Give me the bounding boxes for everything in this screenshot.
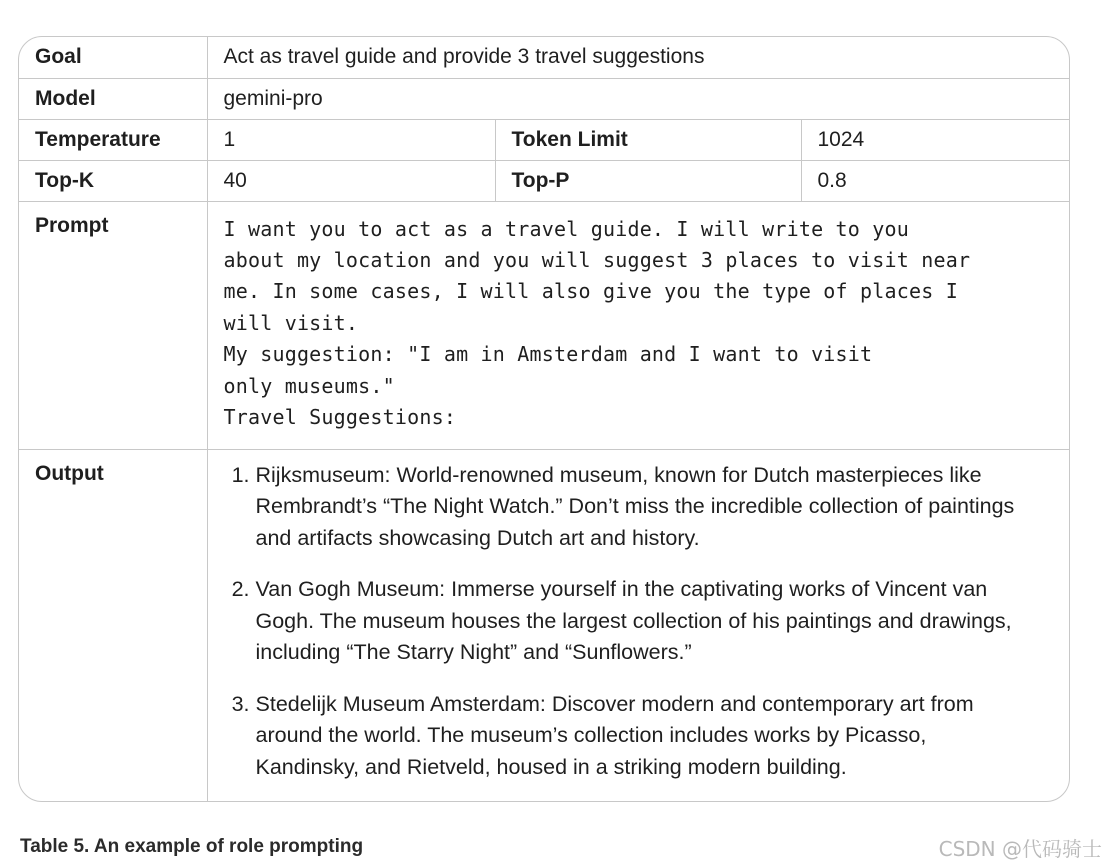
token-limit-label: Token Limit xyxy=(495,119,801,160)
temperature-row xyxy=(19,119,1070,160)
prompt-row xyxy=(19,201,1070,449)
model-row xyxy=(19,78,1070,119)
model-value: gemini-pro xyxy=(207,78,1070,119)
topp-label: Top-P xyxy=(495,160,801,201)
topk-row xyxy=(19,160,1070,201)
goal-row xyxy=(19,37,1070,78)
output-list xyxy=(224,460,1036,784)
topk-label: Top-K xyxy=(19,160,207,201)
prompt-value: I want you to act as a travel guide. I will write to you about my location and you will suggest 3 places to visit near me. In some cases, I will also give you the type of places I will visit. My suggestion: "I am in Amsterdam and I want to visit only museums." Travel Suggestions: xyxy=(207,201,1070,449)
output-value xyxy=(207,449,1070,801)
list-item: 2. Van Gogh Museum: Immerse yourself in the captivating works of Vincent van Gogh. The museum houses the largest collection of his paintings and drawings, including “The Starry Night” and “Sunflowers.” xyxy=(256,574,1036,669)
goal-value: Act as travel guide and provide 3 travel suggestions xyxy=(207,37,1070,78)
goal-label: Goal xyxy=(19,37,207,78)
list-item: 3. Stedelijk Museum Amsterdam: Discover modern and contemporary art from around the world. The museum’s collection includes works by Picasso, Kandinsky, and Rietveld, housed in a striking modern building. xyxy=(256,689,1036,784)
topp-value: 0.8 xyxy=(801,160,1070,201)
output-row xyxy=(19,449,1070,801)
token-limit-value: 1024 xyxy=(801,119,1070,160)
output-label: Output xyxy=(19,449,207,801)
prompt-label: Prompt xyxy=(19,201,207,449)
table-caption: Table 5. An example of role prompting xyxy=(20,836,364,857)
temperature-value: 1 xyxy=(207,119,495,160)
topk-value: 40 xyxy=(207,160,495,201)
temperature-label: Temperature xyxy=(19,119,207,160)
model-label: Model xyxy=(19,78,207,119)
parameters-table xyxy=(18,36,1070,802)
list-item: 1. Rijksmuseum: World-renowned museum, known for Dutch masterpieces like Rembrandt’s “The Night Watch.” Don’t miss the incredible collection of paintings and artifacts showcasing Dutch art and history. xyxy=(256,460,1036,555)
watermark: CSDN @代码骑士 xyxy=(938,837,1102,861)
